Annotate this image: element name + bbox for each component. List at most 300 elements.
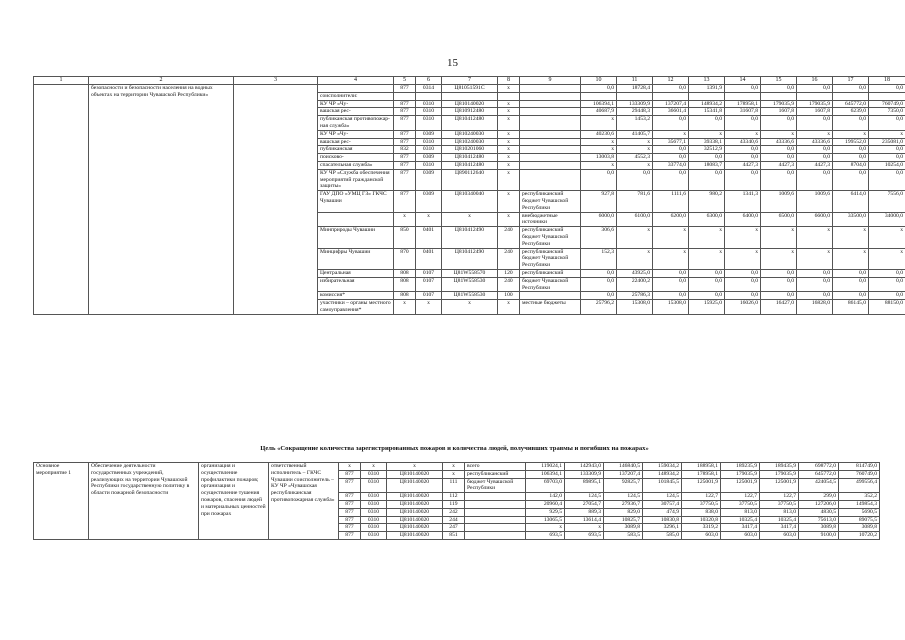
cell-value: 0,0: [797, 154, 833, 162]
cell-value: 18728,4: [617, 85, 653, 93]
cell-value: 188958,1: [682, 463, 721, 471]
cell-value: х: [617, 138, 653, 146]
cell-value: 148934,2: [643, 470, 682, 478]
cell-value: 0,0: [761, 116, 797, 131]
cell-value: 645772,0: [799, 470, 839, 478]
cell-grbs: 877: [394, 161, 416, 169]
cell-value: 16828,0: [797, 300, 833, 315]
column-number-10: 10: [581, 77, 617, 85]
cell-grbs: [394, 92, 416, 100]
cell-value: 603,0: [760, 532, 799, 540]
cell-value: 838,0: [682, 508, 721, 516]
cell-grbs: 832: [394, 146, 416, 154]
cell-executor: публиканская противопожар-ная служба»: [318, 116, 394, 131]
cell-value: 980,2: [689, 191, 725, 212]
cell-expense-type: 100: [498, 292, 520, 300]
column-number-16: 16: [797, 77, 833, 85]
cell-value: 178958,1: [725, 100, 761, 108]
cell-value: 106394,1: [581, 100, 617, 108]
cell-col1: [34, 85, 89, 315]
cell-value: х: [565, 524, 604, 532]
cell-value: 179035,9: [760, 470, 799, 478]
cell-value: 585,0: [643, 532, 682, 540]
column-number-7: 7: [442, 77, 498, 85]
cell-value: 43925,0: [617, 269, 653, 277]
cell-value: 40230,6: [581, 130, 617, 138]
cell-value: 69703,0: [526, 478, 565, 493]
cell-value: х: [869, 227, 905, 248]
cell-value: 137207,4: [604, 470, 643, 478]
cell-value: 0,0: [833, 169, 869, 190]
cell-value: 159034,2: [643, 463, 682, 471]
column-number-9: 9: [520, 77, 581, 85]
cell-value: 125001,9: [682, 478, 721, 493]
cell-target-item: Ц810912480: [442, 108, 498, 116]
cell-target-item: Ц810201060: [442, 146, 498, 154]
bottom-budget-table: [33, 462, 880, 540]
cell-value: 27936,7: [604, 500, 643, 508]
cell-value: 424054,5: [799, 478, 839, 493]
cell-value: 92825,7: [604, 478, 643, 493]
cell-value: 30757,4: [643, 500, 682, 508]
cell-value: х: [833, 227, 869, 248]
cell-value: 127206,0: [799, 500, 839, 508]
cell-value: 499556,4: [839, 478, 880, 493]
column-number-1: 1: [34, 77, 89, 85]
cell-target-item: Ц81W558530: [442, 292, 498, 300]
cell-target-item: Ц810412490: [442, 248, 498, 269]
cell-value: 6100,0: [617, 212, 653, 227]
cell-value: [581, 92, 617, 100]
cell-value: 10254,0: [869, 161, 905, 169]
cell-funding-source: внебюджетные источники: [520, 212, 581, 227]
cell-funding-source: [465, 532, 526, 540]
cell-target-item: х: [442, 212, 498, 227]
cell-value: [833, 92, 869, 100]
cell-value: 0,0: [581, 85, 617, 93]
cell-value: х: [797, 130, 833, 138]
cell-section: 0310: [416, 108, 442, 116]
cell-value: 86145,0: [833, 300, 869, 315]
cell-value: 142943,0: [565, 463, 604, 471]
cell-section: 0107: [416, 277, 442, 292]
cell-value: 179035,9: [721, 470, 760, 478]
cell-value: 1607,8: [761, 108, 797, 116]
cell-value: 693,5: [565, 532, 604, 540]
cell-target-item: Ц810140020: [387, 516, 443, 524]
cell-value: 15308,0: [617, 300, 653, 315]
cell-value: 133309,9: [617, 100, 653, 108]
cell-section: 0310: [361, 500, 387, 508]
cell-grbs: 877: [394, 85, 416, 93]
cell-value: 189435,9: [760, 463, 799, 471]
cell-grbs: 850: [394, 227, 416, 248]
cell-value: 693,5: [526, 532, 565, 540]
cell-value: 6000,0: [581, 212, 617, 227]
cell-value: 0,0: [797, 292, 833, 300]
cell-section: 0107: [416, 269, 442, 277]
cell-value: 179035,9: [761, 100, 797, 108]
cell-value: 3417,4: [721, 524, 760, 532]
cell-value: 5690,5: [839, 508, 880, 516]
cell-value: [761, 92, 797, 100]
cell-measure-executor: ответственный исполнитель – ГКЧС Чувашии соисполнитель – КУ ЧР «Чувашская республиканская противопожарная служба»: [269, 463, 339, 540]
cell-funding-source: республиканский: [465, 470, 526, 478]
cell-value: х: [833, 130, 869, 138]
cell-value: 0,0: [761, 146, 797, 154]
cell-value: 1009,6: [761, 191, 797, 212]
cell-value: 36601,4: [653, 108, 689, 116]
cell-value: 0,0: [653, 169, 689, 190]
cell-value: 927,8: [581, 191, 617, 212]
cell-executor: Минприроды Чувашии: [318, 227, 394, 248]
cell-section: 0310: [361, 493, 387, 501]
cell-target-item: [442, 92, 498, 100]
cell-value: 18083,7: [689, 161, 725, 169]
cell-expense-type: х: [498, 300, 520, 315]
cell-value: 0,0: [833, 277, 869, 292]
cell-expense-type: 240: [498, 277, 520, 292]
cell-value: 122,7: [721, 493, 760, 501]
cell-value: 7350,0: [869, 108, 905, 116]
cell-value: 6300,0: [689, 212, 725, 227]
cell-value: 10320,8: [682, 516, 721, 524]
cell-value: 0,0: [725, 269, 761, 277]
cell-expense-type: 247: [443, 524, 465, 532]
cell-value: 33774,0: [653, 161, 689, 169]
cell-value: 235081,0: [869, 138, 905, 146]
cell-value: 0,0: [689, 292, 725, 300]
cell-section: 0310: [361, 470, 387, 478]
cell-value: 25786,3: [617, 292, 653, 300]
cell-value: 0,0: [833, 292, 869, 300]
cell-funding-source: местные бюджеты: [520, 300, 581, 315]
cell-value: 189235,9: [721, 463, 760, 471]
cell-measure-name: Обеспечение деятельности государственных учреждений, реализующих на территории Чувашской Республики государственную политику в области пожарной безопасности: [89, 463, 199, 540]
cell-value: 0,0: [653, 277, 689, 292]
cell-value: 0,0: [797, 116, 833, 131]
cell-funding-source: [520, 130, 581, 138]
cell-value: 4830,5: [799, 508, 839, 516]
cell-value: 0,0: [689, 277, 725, 292]
cell-value: х: [617, 161, 653, 169]
cell-value: 760749,0: [869, 100, 905, 108]
cell-value: 0,0: [869, 146, 905, 154]
cell-value: 0,0: [797, 169, 833, 190]
cell-value: [617, 92, 653, 100]
cell-funding-source: [520, 138, 581, 146]
cell-value: 124,5: [565, 493, 604, 501]
cell-measure-status: Основное мероприятие 1: [34, 463, 89, 540]
column-number-18: 18: [869, 77, 905, 85]
cell-expense-type: х: [498, 130, 520, 138]
cell-section: 0309: [416, 191, 442, 212]
cell-col3: [234, 85, 318, 315]
cell-value: х: [869, 248, 905, 269]
cell-target-item: Ц890112640: [442, 169, 498, 190]
cell-executor: публиканская: [318, 146, 394, 154]
cell-executor: ГАУ ДПО «УМЦ ГЗ» ГКЧС Чувашии: [318, 191, 394, 212]
cell-target-item: Ц810140020: [387, 478, 443, 493]
cell-value: 75613,0: [799, 516, 839, 524]
cell-value: 89895,1: [565, 478, 604, 493]
cell-section: х: [416, 212, 442, 227]
cell-value: 179035,9: [797, 100, 833, 108]
cell-section: 0310: [416, 138, 442, 146]
cell-value: 1009,6: [797, 191, 833, 212]
cell-executor: комиссия*: [318, 292, 394, 300]
cell-value: 0,0: [653, 146, 689, 154]
cell-grbs: 877: [339, 500, 361, 508]
cell-value: 0,0: [869, 85, 905, 93]
cell-expense-type: х: [498, 100, 520, 108]
cell-grbs: 877: [394, 108, 416, 116]
cell-value: 0,0: [725, 116, 761, 131]
cell-value: х: [725, 130, 761, 138]
cell-value: 37750,5: [760, 500, 799, 508]
cell-value: 0,0: [797, 277, 833, 292]
cell-value: 0,0: [869, 292, 905, 300]
cell-target-item: Ц81051591C: [442, 85, 498, 93]
cell-expense-type: х: [498, 85, 520, 93]
cell-value: 0,0: [761, 269, 797, 277]
cell-value: х: [797, 248, 833, 269]
cell-value: х: [689, 248, 725, 269]
cell-target-item: Ц810140020: [387, 470, 443, 478]
cell-grbs: 808: [394, 292, 416, 300]
cell-value: 124,5: [643, 493, 682, 501]
cell-expense-type: 240: [498, 248, 520, 269]
cell-value: 0,0: [761, 169, 797, 190]
cell-expense-type: х: [498, 191, 520, 212]
cell-value: 603,0: [682, 532, 721, 540]
cell-value: 3417,4: [760, 524, 799, 532]
cell-value: 142,0: [526, 493, 565, 501]
cell-funding-source: [520, 92, 581, 100]
cell-grbs: х: [394, 300, 416, 315]
cell-value: 16427,0: [761, 300, 797, 315]
cell-value: 0,0: [833, 116, 869, 131]
cell-grbs: 877: [394, 169, 416, 190]
cell-value: 10830,8: [643, 516, 682, 524]
cell-executor: вашская рес-: [318, 138, 394, 146]
cell-value: 137207,4: [653, 100, 689, 108]
cell-value: 0,0: [653, 269, 689, 277]
cell-funding-source: [520, 146, 581, 154]
cell-value: 15341,8: [689, 108, 725, 116]
cell-value: 4427,3: [761, 161, 797, 169]
cell-value: 37750,5: [682, 500, 721, 508]
cell-value: 3089,8: [839, 524, 880, 532]
cell-value: 34000,0: [869, 212, 905, 227]
cell-value: 178958,1: [682, 470, 721, 478]
cell-grbs: 877: [339, 516, 361, 524]
cell-expense-type: 851: [443, 532, 465, 540]
cell-section: 0107: [416, 292, 442, 300]
cell-expense-type: х: [498, 212, 520, 227]
column-number-13: 13: [689, 77, 725, 85]
cell-value: 125001,9: [721, 478, 760, 493]
cell-value: х: [526, 524, 565, 532]
cell-value: х: [617, 227, 653, 248]
cell-value: 603,0: [721, 532, 760, 540]
cell-executor: поисково-: [318, 154, 394, 162]
cell-value: 35677,1: [653, 138, 689, 146]
cell-value: х: [833, 248, 869, 269]
cell-value: 781,6: [617, 191, 653, 212]
cell-value: 0,0: [833, 85, 869, 93]
cell-value: 10325,4: [760, 516, 799, 524]
cell-value: х: [725, 248, 761, 269]
cell-value: х: [653, 130, 689, 138]
cell-value: 0,0: [869, 154, 905, 162]
cell-funding-source: [520, 154, 581, 162]
column-number-2: 2: [89, 77, 234, 85]
cell-value: 0,0: [869, 277, 905, 292]
cell-value: 889,3: [565, 508, 604, 516]
cell-value: 33500,0: [833, 212, 869, 227]
cell-value: 8704,0: [833, 161, 869, 169]
cell-value: х: [581, 116, 617, 131]
cell-expense-type: 112: [443, 493, 465, 501]
cell-value: 13614,4: [565, 516, 604, 524]
cell-value: 4552,3: [617, 154, 653, 162]
cell-target-item: Ц810412490: [442, 227, 498, 248]
cell-target-item: Ц810240030: [442, 138, 498, 146]
cell-value: 10720,2: [839, 532, 880, 540]
cell-value: 583,5: [604, 532, 643, 540]
column-number-3: 3: [234, 77, 318, 85]
cell-value: 0,0: [581, 269, 617, 277]
cell-value: 43336,6: [761, 138, 797, 146]
table-row: [34, 85, 905, 93]
cell-value: 814749,0: [839, 463, 880, 471]
cell-value: 7556,0: [869, 191, 905, 212]
cell-executor: КУ ЧР «Чу-: [318, 130, 394, 138]
cell-value: 645772,0: [833, 100, 869, 108]
cell-target-item: Ц810140020: [387, 508, 443, 516]
table-row: [34, 463, 880, 471]
cell-grbs: 877: [339, 493, 361, 501]
cell-value: х: [761, 130, 797, 138]
cell-executor: спасательная служба»: [318, 161, 394, 169]
cell-value: 0,0: [869, 169, 905, 190]
cell-col2-description: безопасности и безопасности населения на водных объектах на территории Чувашской Республики»: [89, 85, 234, 315]
cell-grbs: 877: [394, 130, 416, 138]
cell-value: [725, 92, 761, 100]
cell-target-item: Ц810140020: [387, 500, 443, 508]
cell-section: 0310: [416, 116, 442, 131]
cell-value: 15308,0: [653, 300, 689, 315]
cell-funding-source: республиканский бюджет Чувашской Республики: [520, 248, 581, 269]
cell-funding-source: [465, 493, 526, 501]
cell-expense-type: х: [498, 169, 520, 190]
cell-funding-source: [520, 169, 581, 190]
cell-value: 13065,5: [526, 516, 565, 524]
cell-value: [689, 92, 725, 100]
cell-section: 0310: [361, 524, 387, 532]
cell-target-item: х: [442, 300, 498, 315]
cell-expense-type: 111: [443, 478, 465, 493]
cell-executor: КУ ЧР «Чу-: [318, 100, 394, 108]
cell-expense-type: 240: [498, 227, 520, 248]
cell-expense-type: х: [498, 108, 520, 116]
cell-value: 152,3: [581, 248, 617, 269]
cell-value: 9100,0: [799, 532, 839, 540]
cell-value: 10325,4: [721, 516, 760, 524]
cell-value: 0,0: [725, 146, 761, 154]
cell-value: 813,0: [760, 508, 799, 516]
cell-expense-type: [498, 92, 520, 100]
cell-target-item: Ц810240030: [442, 130, 498, 138]
cell-section: 0310: [361, 516, 387, 524]
cell-grbs: 870: [394, 248, 416, 269]
top-budget-table: [33, 76, 905, 315]
cell-value: 15925,0: [689, 300, 725, 315]
cell-value: 3089,8: [604, 524, 643, 532]
column-number-17: 17: [833, 77, 869, 85]
cell-value: 829,0: [604, 508, 643, 516]
cell-value: 22400,2: [617, 277, 653, 292]
cell-value: 0,0: [617, 169, 653, 190]
cell-grbs: 808: [394, 277, 416, 292]
cell-section: 0310: [416, 100, 442, 108]
cell-target-item: Ц810140020: [442, 100, 498, 108]
cell-value: х: [653, 248, 689, 269]
cell-value: 0,0: [689, 154, 725, 162]
cell-value: 299,0: [799, 493, 839, 501]
cell-value: 6414,0: [833, 191, 869, 212]
cell-value: 39338,1: [689, 138, 725, 146]
cell-value: 43336,6: [797, 138, 833, 146]
cell-value: х: [653, 227, 689, 248]
cell-value: 31607,8: [725, 108, 761, 116]
cell-value: 813,0: [721, 508, 760, 516]
cell-measure-goal: организация и осуществление профилактики пожаров; организация и осуществление тушения пожаров, спасения людей и материальных ценностей при пожарах: [199, 463, 269, 540]
cell-section: 0310: [416, 146, 442, 154]
cell-section: х: [416, 300, 442, 315]
cell-value: 0,0: [761, 292, 797, 300]
cell-value: 25796,2: [581, 300, 617, 315]
cell-value: 6600,0: [797, 212, 833, 227]
cell-value: 6239,0: [833, 108, 869, 116]
cell-value: 0,0: [797, 85, 833, 93]
cell-grbs: 877: [394, 100, 416, 108]
cell-expense-type: х: [443, 463, 465, 471]
cell-value: 106394,1: [526, 470, 565, 478]
cell-value: х: [689, 227, 725, 248]
cell-target-item: Ц810412480: [442, 154, 498, 162]
cell-value: 929,5: [526, 508, 565, 516]
cell-value: 20960,4: [526, 500, 565, 508]
cell-value: 0,0: [725, 292, 761, 300]
cell-executor: вашская рес-: [318, 108, 394, 116]
column-number-15: 15: [761, 77, 797, 85]
cell-value: х: [797, 227, 833, 248]
cell-value: х: [581, 138, 617, 146]
cell-funding-source: республиканский бюджет Чувашской Республики: [520, 191, 581, 212]
cell-grbs: 877: [339, 508, 361, 516]
cell-value: 0,0: [689, 169, 725, 190]
cell-value: 0,0: [689, 269, 725, 277]
cell-value: 0,0: [725, 85, 761, 93]
cell-value: 352,2: [839, 493, 880, 501]
column-number-6: 6: [416, 77, 442, 85]
cell-value: 0,0: [653, 116, 689, 131]
cell-value: 1111,6: [653, 191, 689, 212]
cell-value: х: [617, 248, 653, 269]
cell-grbs: 877: [339, 470, 361, 478]
